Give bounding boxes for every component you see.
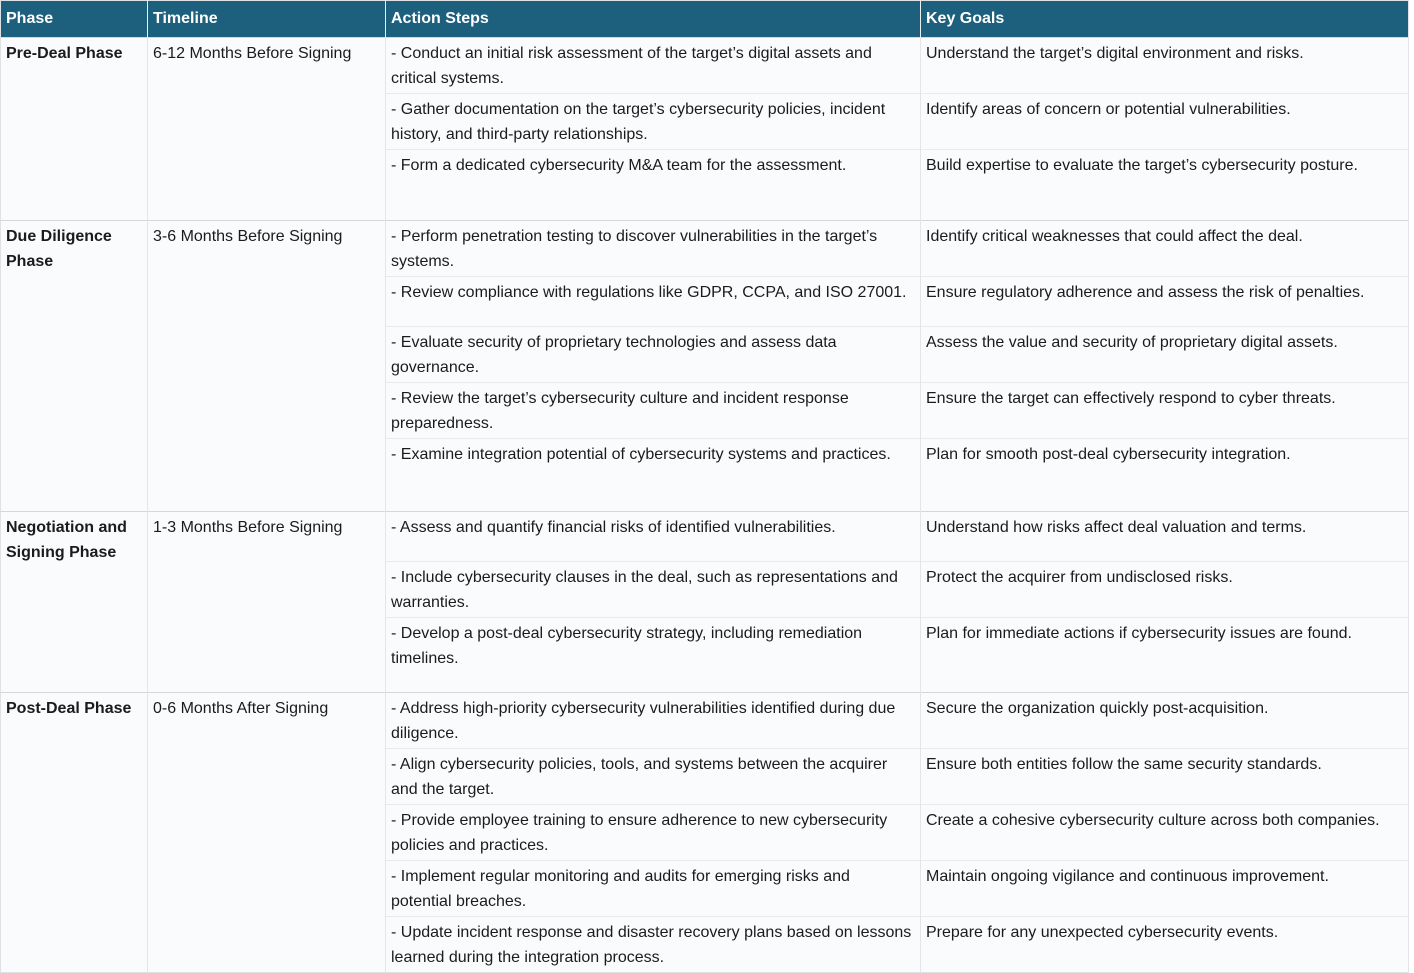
key-goal-cell: Plan for smooth post-deal cybersecurity integration. bbox=[921, 439, 1409, 512]
key-goal-cell: Maintain ongoing vigilance and continuous improvement. bbox=[921, 861, 1409, 917]
action-step-cell: - Align cybersecurity policies, tools, and systems between the acquirer and the target. bbox=[386, 749, 921, 805]
key-goal-cell: Ensure the target can effectively respond to cyber threats. bbox=[921, 383, 1409, 439]
key-goal-cell: Build expertise to evaluate the target’s cybersecurity posture. bbox=[921, 150, 1409, 221]
timeline-cell: 6-12 Months Before Signing bbox=[148, 38, 386, 221]
table-row bbox=[1, 38, 1409, 94]
key-goal-cell: Understand the target’s digital environment and risks. bbox=[921, 38, 1409, 94]
key-goal-cell: Identify critical weaknesses that could affect the deal. bbox=[921, 221, 1409, 277]
timeline-cell: 1-3 Months Before Signing bbox=[148, 512, 386, 693]
phase-cell: Post-Deal Phase bbox=[1, 693, 148, 973]
action-step-cell: - Examine integration potential of cybersecurity systems and practices. bbox=[386, 439, 921, 512]
action-step-cell: - Update incident response and disaster recovery plans based on lessons learned during the integration process. bbox=[386, 917, 921, 973]
phase-cell: Negotiation and Signing Phase bbox=[1, 512, 148, 693]
timeline-cell: 0-6 Months After Signing bbox=[148, 693, 386, 973]
action-step-cell: - Form a dedicated cybersecurity M&A team for the assessment. bbox=[386, 150, 921, 221]
action-step-cell: - Evaluate security of proprietary technologies and assess data governance. bbox=[386, 327, 921, 383]
action-step-cell: - Implement regular monitoring and audits for emerging risks and potential breaches. bbox=[386, 861, 921, 917]
action-step-cell: - Review the target’s cybersecurity culture and incident response preparedness. bbox=[386, 383, 921, 439]
table-row bbox=[1, 512, 1409, 562]
key-goal-cell: Plan for immediate actions if cybersecurity issues are found. bbox=[921, 618, 1409, 693]
action-step-cell: - Assess and quantify financial risks of identified vulnerabilities. bbox=[386, 512, 921, 562]
key-goal-cell: Protect the acquirer from undisclosed risks. bbox=[921, 562, 1409, 618]
phase-cell: Due Diligence Phase bbox=[1, 221, 148, 512]
table-row bbox=[1, 693, 1409, 749]
key-goal-cell: Identify areas of concern or potential vulnerabilities. bbox=[921, 94, 1409, 150]
action-step-cell: - Review compliance with regulations like GDPR, CCPA, and ISO 27001. bbox=[386, 277, 921, 327]
key-goal-cell: Create a cohesive cybersecurity culture across both companies. bbox=[921, 805, 1409, 861]
column-header-phase: Phase bbox=[1, 1, 148, 38]
action-step-cell: - Provide employee training to ensure adherence to new cybersecurity policies and practices. bbox=[386, 805, 921, 861]
action-step-cell: - Perform penetration testing to discover vulnerabilities in the target’s systems. bbox=[386, 221, 921, 277]
key-goal-cell: Secure the organization quickly post-acquisition. bbox=[921, 693, 1409, 749]
phase-cell: Pre-Deal Phase bbox=[1, 38, 148, 221]
key-goal-cell: Understand how risks affect deal valuation and terms. bbox=[921, 512, 1409, 562]
action-step-cell: - Gather documentation on the target’s cybersecurity policies, incident history, and third-party relationships. bbox=[386, 94, 921, 150]
key-goal-cell: Prepare for any unexpected cybersecurity events. bbox=[921, 917, 1409, 973]
column-header-action-steps: Action Steps bbox=[386, 1, 921, 38]
action-step-cell: - Develop a post-deal cybersecurity strategy, including remediation timelines. bbox=[386, 618, 921, 693]
key-goal-cell: Assess the value and security of proprietary digital assets. bbox=[921, 327, 1409, 383]
header-row bbox=[1, 1, 1409, 38]
action-step-cell: - Conduct an initial risk assessment of the target’s digital assets and critical systems. bbox=[386, 38, 921, 94]
action-step-cell: - Include cybersecurity clauses in the deal, such as representations and warranties. bbox=[386, 562, 921, 618]
column-header-timeline: Timeline bbox=[148, 1, 386, 38]
key-goal-cell: Ensure both entities follow the same security standards. bbox=[921, 749, 1409, 805]
timeline-cell: 3-6 Months Before Signing bbox=[148, 221, 386, 512]
table-row bbox=[1, 221, 1409, 277]
action-step-cell: - Address high-priority cybersecurity vulnerabilities identified during due diligence. bbox=[386, 693, 921, 749]
column-header-key-goals: Key Goals bbox=[921, 1, 1409, 38]
key-goal-cell: Ensure regulatory adherence and assess the risk of penalties. bbox=[921, 277, 1409, 327]
